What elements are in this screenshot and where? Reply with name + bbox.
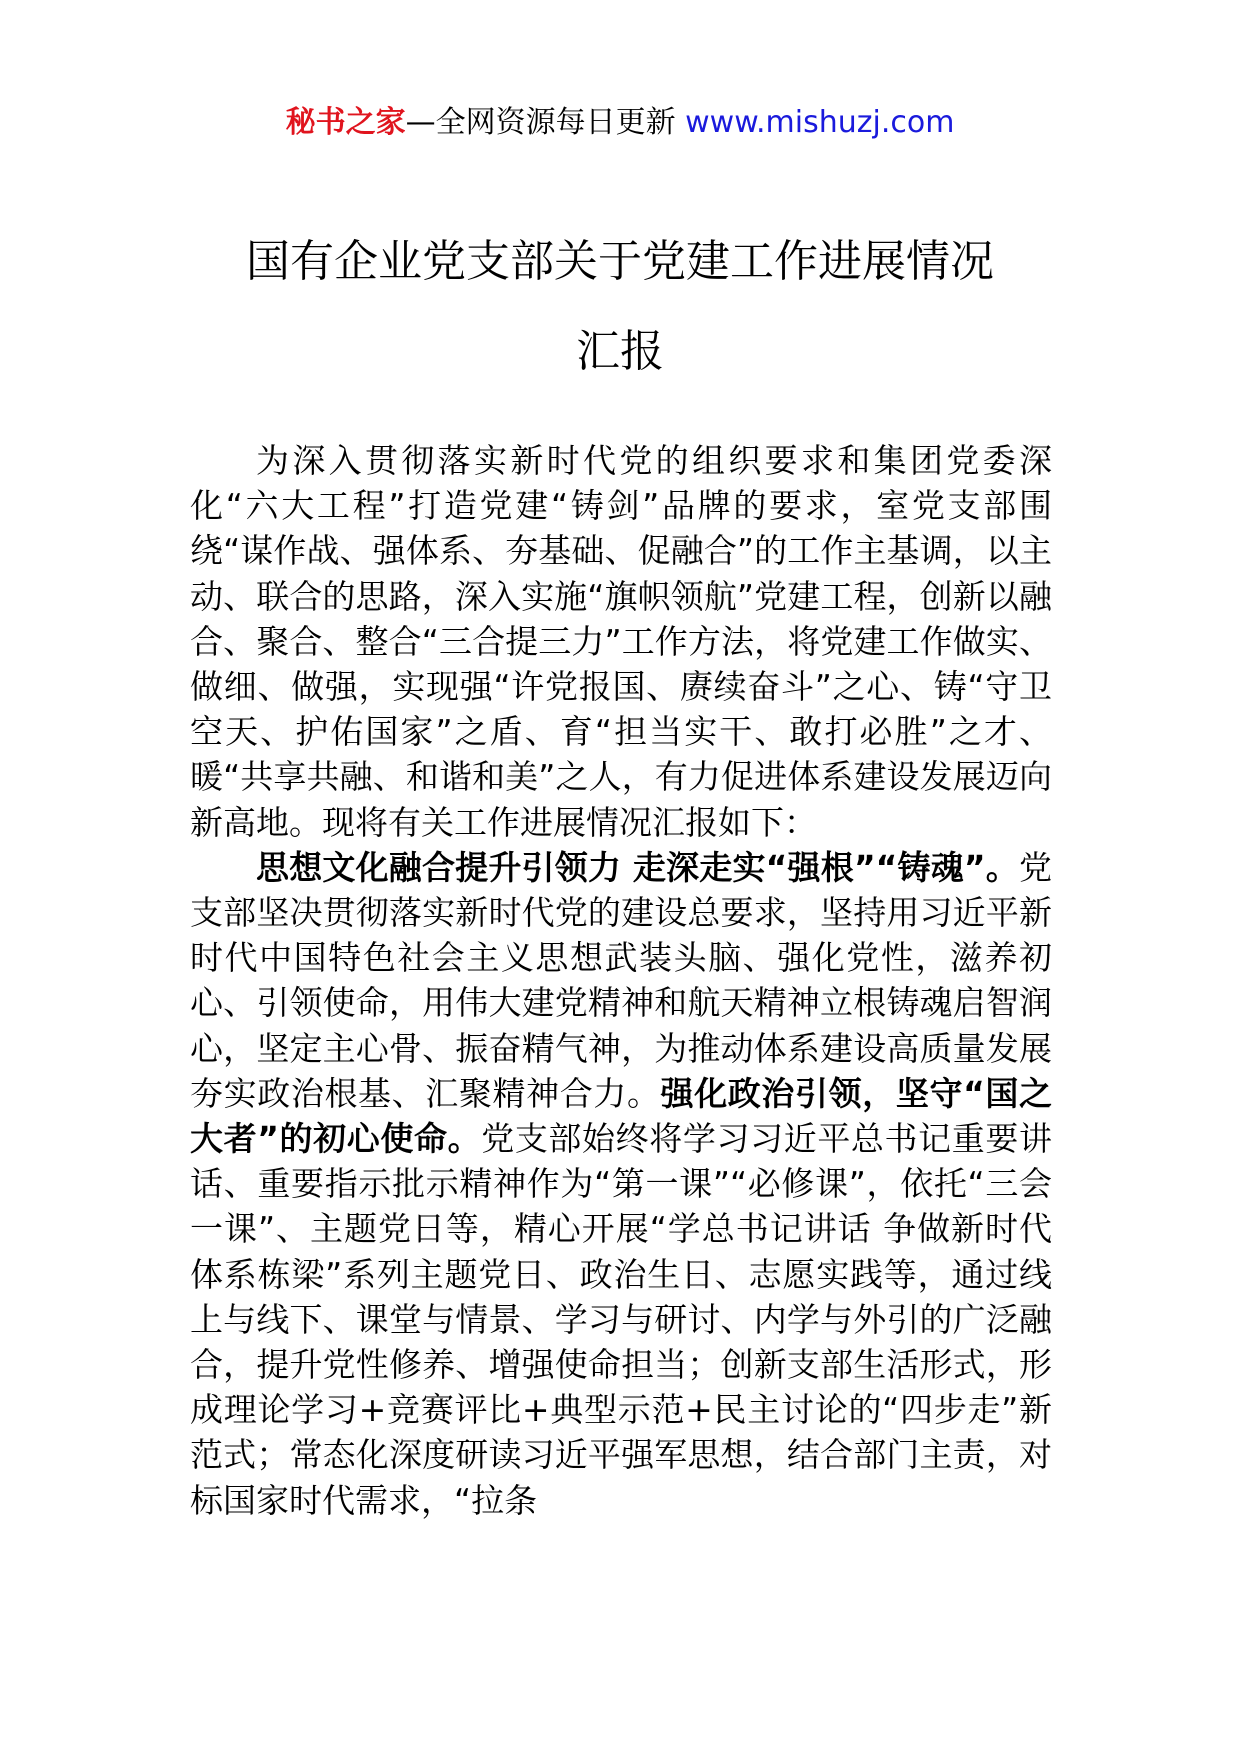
site-header [0,100,1240,146]
section-subheading: 强化政治引领，坚守“国之大者”的初心使命。 [190,1073,1052,1159]
section-text-continued: 党支部始终将学习习近平总书记重要讲话、重要指示批示精神作为“第一课”“必修课”，依托“三会一课”、主题党日等，精心开展“学总书记讲话 争做新时代体系栋梁”系列主题党日、政治生日、志愿实践等，通过线上与线下、课堂与情景、学习与研讨、内学与外引的广泛融合，提升党性修养、增强使命担当；创新支部生活形式，形成理论学习+竞赛评比+典型示范+民主讨论的“四步走”新范式；常态化深度研读习近平强军思想，结合部门主责，对标国家时代需求，“拉条 [190,1119,1052,1520]
header-slogan: —全网资源每日更新 [405,105,676,140]
section-heading: 思想文化融合提升引领力 走深走实“强根”“铸魂”。 [256,847,1019,887]
intro-paragraph: 为深入贯彻落实新时代党的组织要求和集团党委深化“六大工程”打造党建“铸剑”品牌的要求，室党支部围绕“谋作战、强体系、夯基础、促融合”的工作主基调，以主动、联合的思路，深入实施“旗帜领航”党建工程，创新以融合、聚合、整合“三合提三力”工作方法，将党建工作做实、做细、做强，实现强“许党报国、赓续奋斗”之心、铸“守卫空天、护佑国家”之盾、育“担当实干、敢打必胜”之才、暖“共享共融、和谐和美”之人，有力促进体系建设发展迈向新高地。现将有关工作进展情况汇报如下： [190,441,1052,842]
document-body [190,438,1052,1523]
section-text: 党支部坚决贯彻落实新时代党的建设总要求，坚持用习近平新时代中国特色社会主义思想武装头脑、强化党性，滋养初心、引领使命，用伟大建党精神和航天精神立根铸魂启智润心，坚定主心骨、振奋精气神，为推动体系建设高质量发展夯实政治根基、汇聚精神合力。 [190,847,1052,1113]
document-title-line-1: 国有企业党支部关于党建工作进展情况 [246,236,994,287]
brand-name: 秘书之家 [285,105,406,140]
section-paragraph [190,845,1052,1523]
document-title-line-2: 汇报 [576,326,664,377]
site-url-link[interactable]: www.mishuzj.com [685,105,955,140]
